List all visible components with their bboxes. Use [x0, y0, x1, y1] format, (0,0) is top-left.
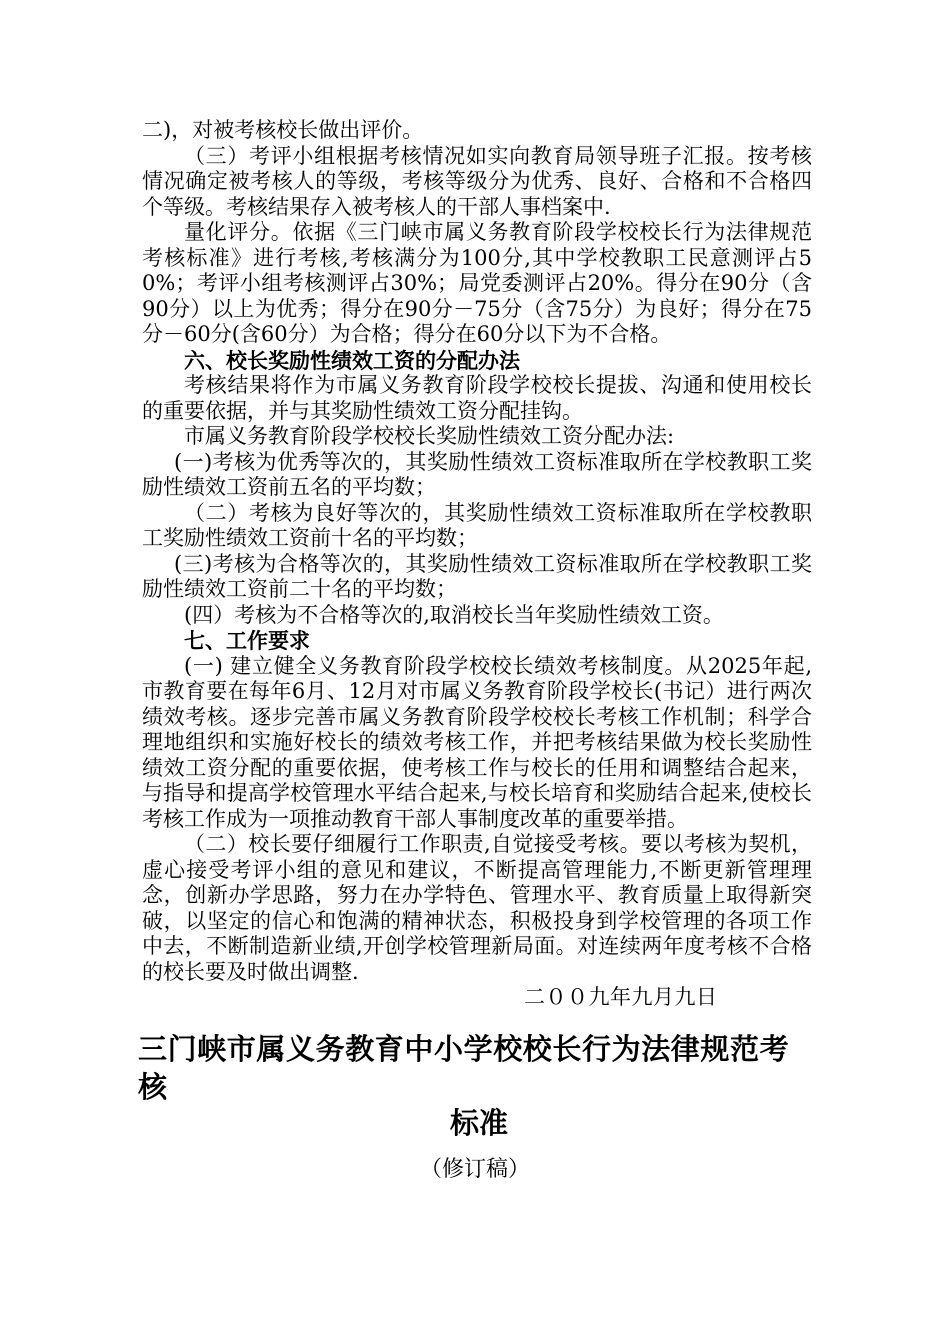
paragraph: （二）考核为良好等次的，其奖励性绩效工资标准取所在学校教职工奖励性绩效工资前十名的平均数；: [142, 500, 812, 550]
section-heading: 七、工作要求: [184, 628, 310, 653]
paragraph: (三)考核为合格等次的，其奖励性绩效工资标准取所在学校教职工奖励性绩效工资前二十名的平均数；: [142, 551, 812, 601]
document-date: 二００九年九月九日: [524, 985, 718, 1009]
paragraph: 二)，对被考核校长做出评价。: [142, 118, 424, 142]
paragraph: 市属义务教育阶段学校校长奖励性绩效工资分配办法:: [184, 424, 675, 448]
section-heading: 六、校长奖励性绩效工资的分配办法: [184, 347, 520, 373]
paragraph: 量化评分。依据《三门峡市属义务教育阶段学校校长行为法律规范考核标准》进行考核,考核满分为100分,其中学校教职工民意测评占50%；考评小组考核测评占30%；局党委测评占20%。得分在90分（含90分）以上为优秀；得分在90分－75分（含75分）为良好；得分在75分－60分(含60分）为合格；得分在60分以下为不合格。: [142, 220, 812, 346]
document-body: [142, 118, 812, 1011]
paragraph: （三）考评小组根据考核情况如实向教育局领导班子汇报。按考核情况确定被考核人的等级，考核等级分为优秀、良好、合格和不合格四个等级。考核结果存入被考核人的干部人事档案中.: [142, 143, 812, 219]
paragraph: （二）校长要仔细履行工作职责,自觉接受考核。要以考核为契机，虚心接受考评小组的意见和建议，不断提高管理能力,不断更新管理理念，创新办学思路，努力在办学特色、管理水平、教育质量上取得新突破，以坚定的信心和饱满的精神状态，积极投身到学校管理的各项工作中去，不断制造新业绩,开创学校管理新局面。对连续两年度考核不合格的校长要及时做出调整.: [142, 832, 812, 984]
document-title-line1: 三门峡市属义务教育中小学校校长行为法律规范考核: [138, 1032, 790, 1104]
document-title-line2: 标准: [449, 1106, 508, 1140]
paragraph: (一) 建立健全义务教育阶段学校校长绩效考核制度。从2025年起,市教育要在每年6月、12月对市属义务教育阶段学校长(书记）进行两次绩效考核。逐步完善市属义务教育阶段学校校长考核工作机制；科学合理地组织和实施好校长的绩效考核工作，并把考核结果做为校长奖励性绩效工资分配的重要依据，使考核工作与校长的任用和调整结合起来，与指导和提高学校管理水平结合起来,与校长培育和奖励结合起来,使校长考核工作成为一项推动教育干部人事制度改革的重要举措。: [142, 653, 812, 831]
paragraph: (一)考核为优秀等次的，其奖励性绩效工资标准取所在学校教职工奖励性绩效工资前五名的平均数；: [142, 449, 812, 499]
paragraph: (四）考核为不合格等次的,取消校长当年奖励性绩效工资。: [184, 602, 724, 627]
paragraph: 考核结果将作为市属义务教育阶段学校校长提拔、沟通和使用校长的重要依据，并与其奖励性绩效工资分配挂钩。: [142, 373, 812, 423]
document-subtitle: （修订稿）: [419, 1157, 530, 1182]
